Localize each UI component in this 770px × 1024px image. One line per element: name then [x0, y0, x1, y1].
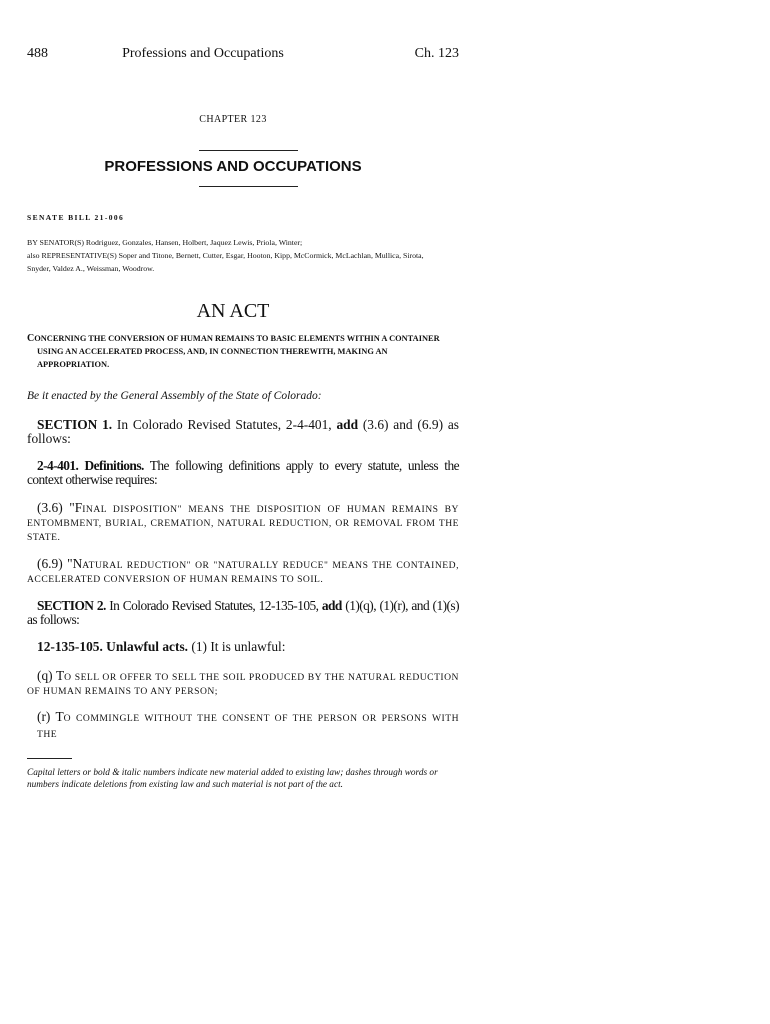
section-text: In Colorado Revised Statutes, 12-135-105,: [105, 598, 322, 613]
statute-text: The following definitions apply to every statute, unless the context otherwise requires:: [27, 458, 459, 487]
title-rule-top: [199, 150, 298, 151]
new-material-text: ATURAL REDUCTION" OR ": [82, 560, 218, 571]
enacting-clause: Be it enacted by the General Assembly of the State of Colorado:: [27, 390, 322, 402]
sponsors-line: BY SENATOR(S) Rodriguez, Gonzales, Hansen, Holbert, Jaquez Lewis, Priola, Winter;: [27, 238, 303, 247]
statute-heading: 2-4-401. Definitions.: [37, 458, 144, 473]
drop-cap: F: [74, 500, 83, 515]
document-page: [27, 0, 459, 1024]
sponsors-line: also REPRESENTATIVE(S) Soper and Titone, Bernett, Cutter, Esgar, Hooton, Kipp, McCormick, McLachlan, Mullica, Sirota,: [27, 251, 424, 260]
add-keyword: add: [336, 417, 359, 432]
chapter-title: PROFESSIONS AND OCCUPATIONS: [104, 158, 362, 175]
definition-3-6: [27, 501, 459, 545]
chapter-reference: Ch. 123: [414, 46, 459, 61]
section-heading: SECTION 1.: [37, 417, 113, 432]
statute-heading: 12-135-105. Unlawful acts.: [37, 639, 189, 654]
section-text: In Colorado Revised Statutes, 2-4-401,: [112, 417, 337, 432]
sponsors-line: Snyder, Valdez A., Weissman, Woodrow.: [27, 264, 155, 273]
new-material-text: STATE.: [27, 532, 61, 543]
sponsors: [27, 236, 459, 275]
unlawful-acts: [27, 640, 459, 654]
new-material-text: O SELL OR OFFER TO SELL THE SOIL PRODUCED BY THE NATURAL REDUCTION: [64, 672, 459, 683]
paragraph-q: [27, 669, 459, 699]
concerning-text: USING AN ACCELERATED PROCESS, AND, IN CONNECTION THEREWITH, MAKING AN: [37, 347, 388, 356]
subsection-number: (6.9) ": [37, 556, 73, 571]
section-text: (1)(q), (1)(r), and (1)(s) as follows:: [27, 598, 459, 627]
new-material-text: NATURALLY REDUCE" MEANS THE CONTAINED,: [217, 560, 459, 571]
act-heading: AN ACT: [196, 300, 270, 322]
section-2: [27, 599, 459, 627]
drop-cap: T: [55, 668, 65, 683]
title-rule-bottom: [199, 186, 298, 187]
new-material-text: INAL DISPOSITION" MEANS THE DISPOSITION OF HUMAN REMAINS BY: [82, 504, 459, 515]
section-1: [27, 418, 459, 446]
page-number: 488: [27, 46, 48, 61]
concerning-clause: [27, 332, 459, 371]
drop-cap: T: [55, 709, 64, 724]
section-text: (3.6) and (6.9) as follows:: [27, 417, 459, 446]
new-material-text: OF HUMAN REMAINS TO ANY PERSON;: [27, 686, 218, 697]
definitions-paragraph: [27, 459, 459, 487]
new-material-text: ENTOMBMENT, BURIAL, CREMATION, NATURAL REDUCTION, OR REMOVAL FROM THE: [27, 518, 459, 529]
subsection-number: (r): [37, 709, 56, 724]
new-material-text: O COMMINGLE WITHOUT THE CONSENT OF THE PERSON OR PERSONS WITH THE: [37, 713, 459, 740]
concerning-text: ONCERNING THE CONVERSION OF HUMAN REMAINS TO BASIC ELEMENTS WITHIN A CONTAINER: [34, 334, 440, 343]
running-title: Professions and Occupations: [122, 46, 284, 61]
new-material-text: ACCELERATED CONVERSION OF HUMAN REMAINS TO SOIL.: [27, 574, 324, 585]
subsection-number: (3.6) ": [37, 500, 75, 515]
footnote: Capital letters or bold & italic numbers indicate new material added to existing law; dashes through words or numbers indicate deletions from existing law and such material is not part of the act.: [27, 768, 438, 790]
drop-cap: N: [72, 556, 83, 571]
add-keyword: add: [321, 598, 342, 613]
paragraph-r: [27, 710, 459, 742]
definition-6-9: [27, 557, 459, 587]
section-heading: SECTION 2.: [37, 598, 106, 613]
footnote-rule: [27, 758, 72, 759]
concerning-text: APPROPRIATION.: [37, 360, 110, 369]
drop-cap: C: [27, 333, 35, 344]
bill-number: SENATE BILL 21-006: [27, 213, 125, 222]
statute-text: (1) It is unlawful:: [188, 639, 286, 654]
subsection-number: (q): [37, 668, 56, 683]
chapter-label: CHAPTER 123: [199, 114, 267, 125]
